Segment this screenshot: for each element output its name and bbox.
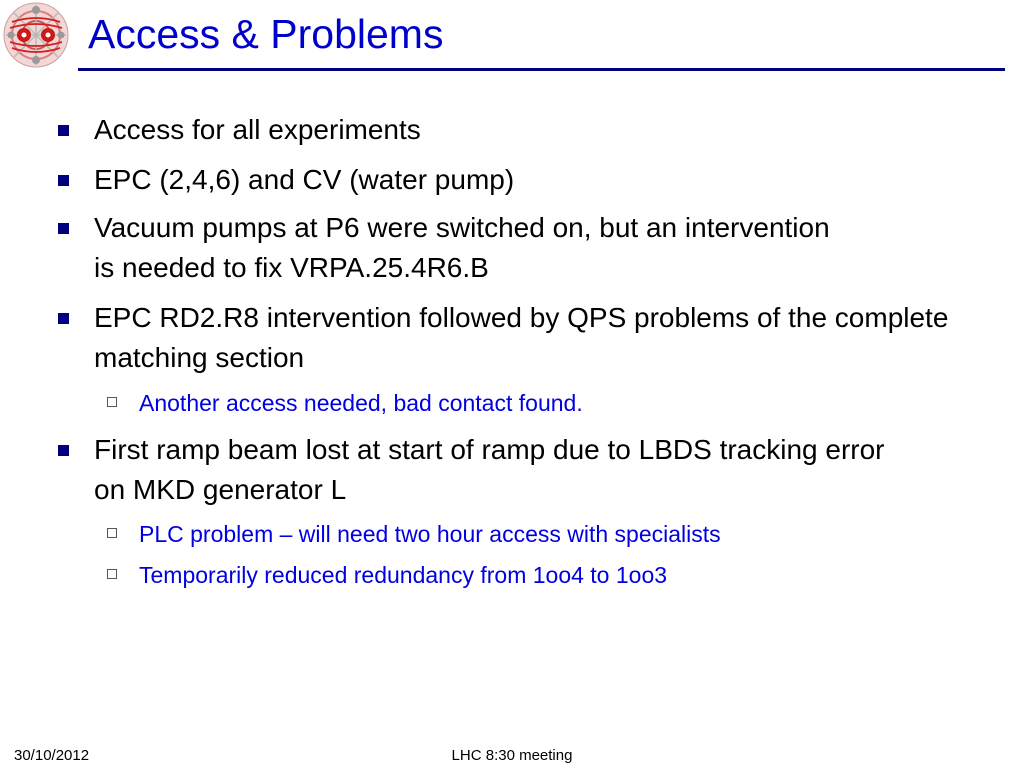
title-underline [78, 68, 1005, 71]
sub-bullet-text: Another access needed, bad contact found. [139, 390, 583, 416]
bullet-item [94, 160, 944, 200]
square-bullet-icon [58, 125, 69, 136]
sub-bullet-item [139, 560, 939, 590]
lhc-logo-icon [2, 0, 70, 70]
hollow-square-bullet-icon [107, 569, 117, 579]
footer-date: 30/10/2012 [14, 747, 90, 764]
square-bullet-icon [58, 445, 69, 456]
sub-bullet-item [139, 519, 939, 549]
bullet-text: Vacuum pumps at P6 were switched on, but an intervention is needed to fix VRPA.25.4R6.B [94, 212, 830, 283]
footer-meeting-name: LHC 8:30 meeting [451, 747, 573, 764]
bullet-item [94, 110, 944, 150]
square-bullet-icon [58, 223, 69, 234]
sub-bullet-item [139, 388, 939, 418]
bullet-item [94, 208, 834, 288]
sub-bullet-text: Temporarily reduced redundancy from 1oo4 to 1oo3 [139, 562, 668, 588]
sub-bullet-text: PLC problem – will need two hour access with specialists [139, 521, 721, 547]
square-bullet-icon [58, 313, 69, 324]
bullet-text: First ramp beam lost at start of ramp due to LBDS tracking error on MKD generator L [94, 434, 885, 505]
bullet-item [94, 298, 954, 378]
bullet-text: EPC RD2.R8 intervention followed by QPS problems of the complete matching section [94, 302, 949, 373]
slide-title: Access & Problems [88, 11, 444, 57]
bullet-text: EPC (2,4,6) and CV (water pump) [94, 164, 515, 195]
hollow-square-bullet-icon [107, 397, 117, 407]
bullet-text: Access for all experiments [94, 114, 421, 145]
hollow-square-bullet-icon [107, 528, 117, 538]
square-bullet-icon [58, 175, 69, 186]
bullet-item [94, 430, 894, 510]
